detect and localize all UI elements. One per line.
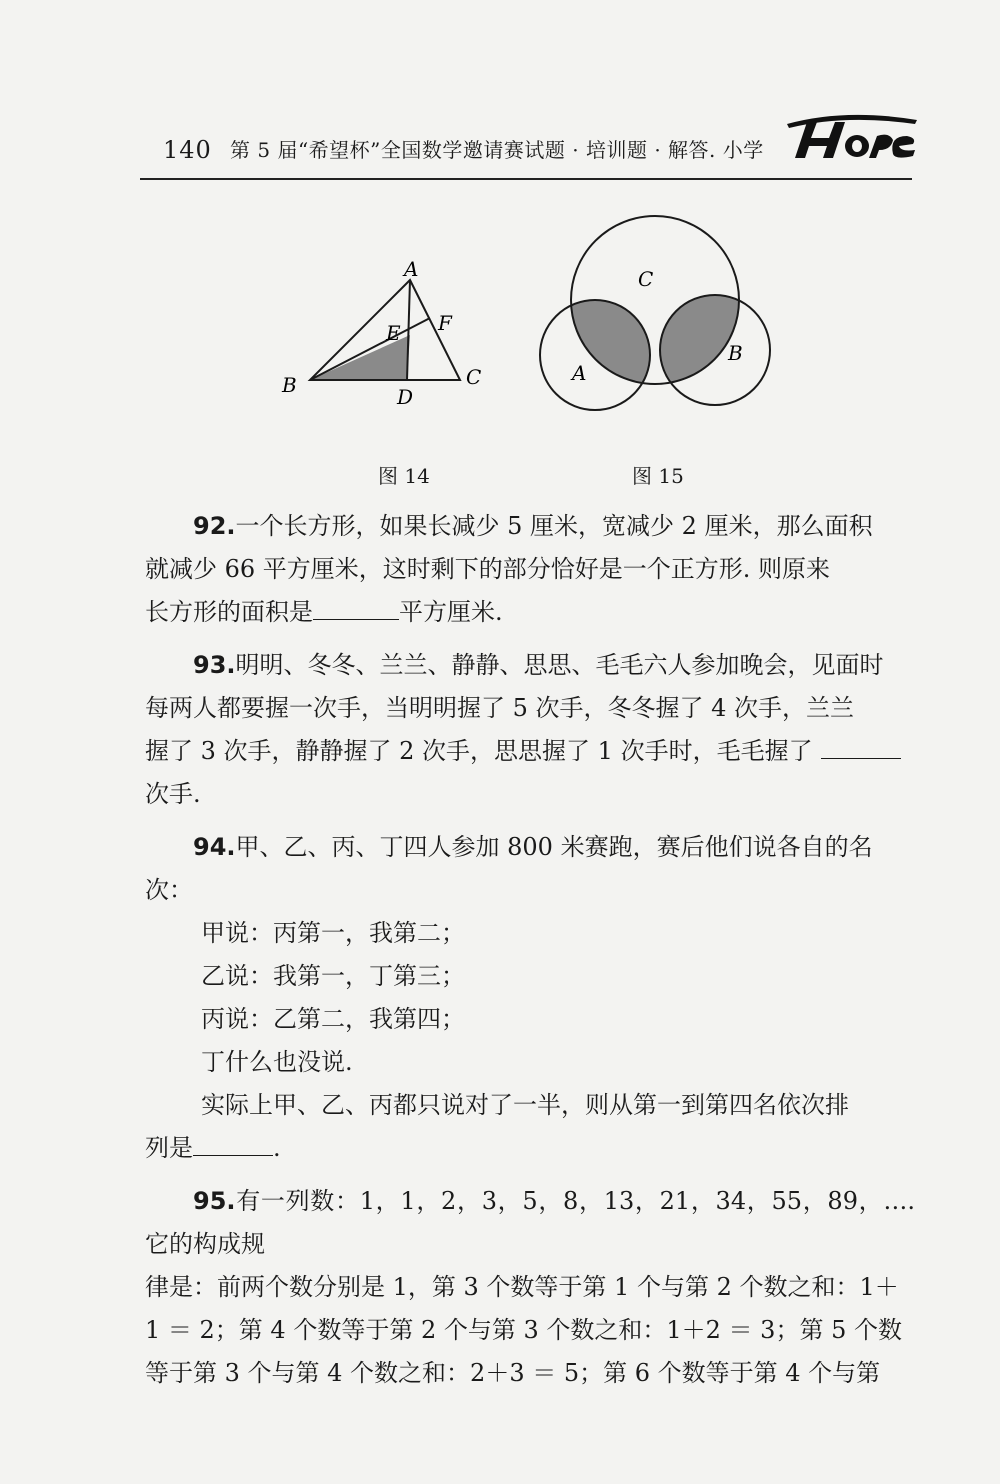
statement-bing: 丙说：乙第二，我第四； xyxy=(201,1005,465,1033)
statement-jia: 甲说：丙第一，我第二； xyxy=(201,919,465,947)
label-d: D xyxy=(397,385,414,409)
problem-number: 95. xyxy=(193,1187,236,1215)
answer-blank[interactable] xyxy=(193,1129,273,1156)
page-number: 140 xyxy=(163,136,212,164)
problem-number: 94. xyxy=(193,833,236,861)
problem-number: 93. xyxy=(193,651,236,679)
statement-yi: 乙说：我第一，丁第三； xyxy=(201,962,465,990)
figure-15-circles xyxy=(530,210,780,420)
statement-ding: 丁什么也没说. xyxy=(201,1048,353,1076)
running-title: 第 5 届“希望杯”全国数学邀请赛试题 · 培训题 · 解答. 小学 xyxy=(230,138,764,162)
caption-fig15: 图 15 xyxy=(632,464,684,488)
header-rule xyxy=(140,178,912,180)
label-c: C xyxy=(466,365,482,389)
problem-93: 93.明明、冬冬、兰兰、静静、思思、毛毛六人参加晚会，见面时 xyxy=(193,651,884,679)
page-header xyxy=(145,128,915,178)
figure-14-triangle xyxy=(270,260,530,420)
problem-95: 95.有一列数：1，1，2，3，5，8，13，21，34，55，89，…. 它的构成规 xyxy=(145,1187,915,1258)
answer-blank[interactable] xyxy=(313,593,399,620)
label-a: A xyxy=(404,260,419,281)
problem-94: 94.甲、乙、丙、丁四人参加 800 米赛跑，赛后他们说各自的名 xyxy=(193,833,873,861)
label-f: F xyxy=(438,311,452,335)
problem-92: 92.一个长方形，如果长减少 5 厘米，宽减少 2 厘米，那么面积 xyxy=(193,512,873,540)
hope-logo xyxy=(785,110,920,170)
label-e: E xyxy=(386,321,401,345)
caption-fig14: 图 14 xyxy=(378,464,430,488)
label-a: A xyxy=(572,361,587,385)
problem-text: 92.一个长方形，如果长减少 5 厘米，宽减少 2 厘米，那么面积 就减少 66 平方厘米，这时剩下的部分恰好是一个正方形. 则原来 长方形的面积是 平方厘米. 93.明明、冬冬、兰兰、静静、思思、毛毛六人参加晚会，见面时 每两人都要握一次手，当明明握了 5 次手，冬冬握了 4 次手，兰兰 握了 3 次手，静静握了 2 次手，思思握了 1 次手时，毛毛握了 次手. 94.甲、乙、丙、丁四人参加 800 米赛跑，赛后他们说各自的名 次： 甲说：丙第一，我第二； 乙说：我第一，丁第三； 丙说：乙第二，我第四； 丁什么也没说. 实际上甲、乙、丙都只说对了一半，则从第一到第四名依次排 列是 . 95.有一列数：1，1，2，3，5，8，13，21，34，55，89，…. 它的构成规 律是：前两个数分别是 1，第 3 个数等于第 1 个与第 2 个数之和：1＋ 1 ＝ 2；第 4 个数等于第 2 个与第 3 个数之和：1＋2 ＝ 3；第 5 个数 等于第 3 个与第 4 个数之和：2＋3 ＝ 5；第 6 个数等于第 4 个与第 xyxy=(145,505,915,1395)
problem-number: 92. xyxy=(193,512,236,540)
label-b: B xyxy=(728,341,743,365)
label-b: B xyxy=(282,373,297,397)
label-c: C xyxy=(638,267,654,291)
answer-blank[interactable] xyxy=(821,732,901,759)
